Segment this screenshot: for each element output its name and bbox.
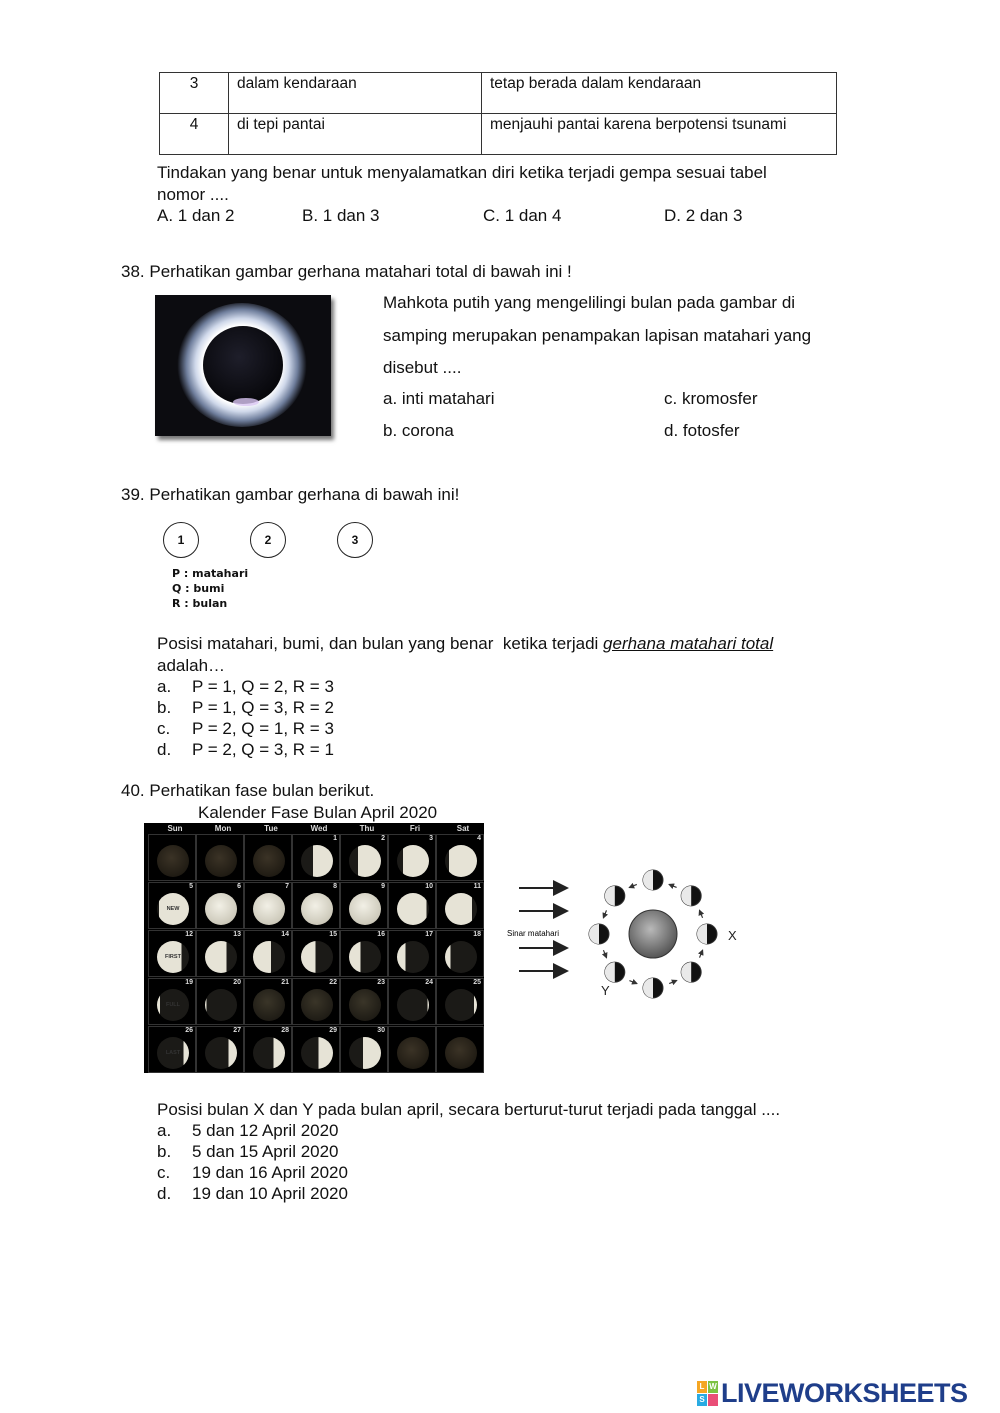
orbit-moon-icon — [589, 924, 609, 944]
row-place: dalam kendaraan — [229, 73, 482, 114]
day-number: 26 — [185, 1027, 193, 1034]
moon-phase-icon — [253, 941, 285, 973]
q39-option-c-letter: c. — [157, 719, 171, 738]
table-row — [160, 73, 837, 114]
moon-phase-icon — [349, 989, 381, 1021]
dark-moon-icon — [157, 845, 189, 877]
legend-q: Q : bumi — [172, 582, 225, 595]
logo-letter: W — [709, 1382, 717, 1391]
day-number: 10 — [425, 883, 433, 890]
q40-option-b[interactable]: 5 dan 15 April 2020 — [192, 1142, 339, 1161]
moon-phase-icon — [349, 941, 381, 973]
q38-line-2: samping merupakan penampakan lapisan matahari yang — [383, 326, 812, 345]
dark-moon-icon — [397, 1037, 429, 1069]
logo-letter: S — [697, 1394, 707, 1406]
moon-phase-icon — [205, 989, 237, 1021]
moon-phase-icon — [397, 845, 429, 877]
q38-option-b[interactable]: b. corona — [383, 421, 454, 440]
day-number: 18 — [473, 931, 481, 938]
phase-label: LAST — [165, 1050, 181, 1056]
orbit-direction-arrow — [629, 884, 636, 887]
moon-phase-icon — [349, 845, 381, 877]
orbit-moon-icon — [643, 978, 663, 998]
moon-phase-icon — [349, 893, 381, 925]
orbit-moon-icon — [681, 962, 701, 982]
day-header-wed: Wed — [310, 824, 328, 833]
moon-phase-icon — [301, 989, 333, 1021]
q38-line-3: disebut .... — [383, 358, 462, 377]
row-place: di tepi pantai — [229, 114, 482, 155]
orbit-direction-arrow — [603, 950, 606, 957]
calendar-day-27 — [196, 1026, 244, 1073]
phase-label: FIRST — [165, 954, 181, 960]
day-number: 23 — [377, 979, 385, 986]
brand-name — [721, 1378, 968, 1409]
moon-phase-icon — [301, 941, 333, 973]
day-number: 30 — [377, 1027, 385, 1034]
position-y-label: Y — [601, 983, 610, 998]
orbit-direction-arrow — [669, 981, 676, 984]
safety-table — [159, 72, 837, 155]
day-number: 27 — [233, 1027, 241, 1034]
liveworksheets-logo — [697, 1378, 968, 1409]
moon-phase-icon — [253, 989, 285, 1021]
calendar-day-12 — [148, 930, 196, 977]
logo-letter: L — [697, 1381, 707, 1393]
q39-text-emphasis: gerhana matahari total — [603, 634, 774, 653]
dark-moon-icon — [205, 845, 237, 877]
dark-moon-icon — [445, 1037, 477, 1069]
brand-part-1: LIVE — [721, 1378, 780, 1408]
q39-option-c[interactable]: P = 2, Q = 1, R = 3 — [192, 719, 334, 738]
q40-option-d[interactable]: 19 dan 10 April 2020 — [192, 1184, 348, 1203]
calendar-day-30 — [340, 1026, 388, 1073]
q39-heading: 39. Perhatikan gambar gerhana di bawah ini! — [121, 485, 460, 504]
legend-r: R : bulan — [172, 597, 228, 610]
calendar-day-7 — [244, 882, 292, 929]
moon-phase-icon — [445, 845, 477, 877]
orbit-moon-icon — [697, 924, 717, 944]
moon-phase-icon — [205, 1037, 237, 1069]
calendar-day-18 — [436, 930, 484, 977]
moon-phase-icon — [253, 1037, 285, 1069]
moon-orbit-diagram — [505, 860, 755, 1010]
q39-option-d-letter: d. — [157, 740, 172, 759]
calendar-day-9 — [340, 882, 388, 929]
orbit-direction-arrow — [603, 910, 606, 917]
q37-option-a[interactable]: A. 1 dan 2 — [157, 206, 235, 225]
q39-option-d[interactable]: P = 2, Q = 3, R = 1 — [192, 740, 334, 759]
orbit-direction-arrow — [669, 884, 676, 887]
day-number: 6 — [237, 883, 241, 890]
moon-phase-icon — [397, 941, 429, 973]
calendar-day-26 — [148, 1026, 196, 1073]
q40-option-c[interactable]: 19 dan 16 April 2020 — [192, 1163, 348, 1182]
calendar-empty-day — [436, 1026, 484, 1073]
solar-eclipse-photo — [155, 295, 331, 436]
moon-phase-icon — [445, 989, 477, 1021]
q37-option-d[interactable]: D. 2 dan 3 — [664, 206, 743, 225]
orbit-moon-icon — [605, 962, 625, 982]
day-number: 14 — [281, 931, 289, 938]
day-number: 9 — [381, 883, 385, 890]
orbit-moon-icon — [605, 886, 625, 906]
dark-moon-icon — [253, 845, 285, 877]
calendar-day-22 — [292, 978, 340, 1025]
orbit-direction-arrow — [700, 910, 703, 917]
sunlight-label: Sinar matahari — [507, 929, 560, 938]
q40-option-c-letter: c. — [157, 1163, 171, 1182]
day-number: 19 — [185, 979, 193, 986]
moon-phase-icon — [397, 893, 429, 925]
day-number: 16 — [377, 931, 385, 938]
q39-text-main: Posisi matahari, bumi, dan bulan yang benar ketika terjadi — [157, 634, 604, 653]
day-number: 8 — [333, 883, 337, 890]
day-number: 24 — [425, 979, 433, 986]
day-header-tue: Tue — [264, 824, 278, 833]
day-number: 4 — [477, 835, 481, 842]
q40-option-a-letter: a. — [157, 1121, 172, 1140]
moon-phase-icon — [397, 989, 429, 1021]
q38-heading: 38. Perhatikan gambar gerhana matahari total di bawah ini ! — [121, 262, 572, 281]
calendar-day-17 — [388, 930, 436, 977]
q40-text: Posisi bulan X dan Y pada bulan april, secara berturut-turut terjadi pada tanggal .... — [157, 1100, 781, 1119]
day-number: 5 — [189, 883, 193, 890]
calendar-day-28 — [244, 1026, 292, 1073]
day-number: 1 — [333, 835, 337, 842]
calendar-empty-day — [388, 1026, 436, 1073]
calendar-day-19 — [148, 978, 196, 1025]
q38-option-d[interactable]: d. fotosfer — [664, 421, 740, 440]
row-action: tetap berada dalam kendaraan — [482, 73, 837, 114]
position-circle-3: 3 — [337, 522, 373, 558]
table-row — [160, 114, 837, 155]
day-header-sat: Sat — [456, 824, 470, 833]
q39-text — [157, 633, 773, 654]
calendar-day-11 — [436, 882, 484, 929]
moon-phase-icon — [445, 893, 477, 925]
row-number: 4 — [160, 114, 229, 155]
calendar-day-3 — [388, 834, 436, 881]
q38-line-1: Mahkota putih yang mengelilingi bulan pada gambar di — [383, 293, 796, 312]
row-number: 3 — [160, 73, 229, 114]
position-x-label: X — [728, 928, 737, 943]
phase-label: FULL — [165, 1002, 181, 1008]
orbit-direction-arrow — [700, 950, 703, 957]
moon-phase-icon — [253, 893, 285, 925]
day-number: 21 — [281, 979, 289, 986]
day-number: 13 — [233, 931, 241, 938]
day-number: 22 — [329, 979, 337, 986]
legend-p: P : matahari — [172, 567, 249, 580]
moon-phase-icon — [205, 941, 237, 973]
q40-option-d-letter: d. — [157, 1184, 172, 1203]
day-number: 15 — [329, 931, 337, 938]
calendar-empty-day — [196, 834, 244, 881]
q37-option-c[interactable]: C. 1 dan 4 — [483, 206, 562, 225]
orbit-direction-arrow — [629, 981, 636, 984]
q37-text-2: nomor .... — [157, 185, 229, 204]
calendar-day-29 — [292, 1026, 340, 1073]
q39-option-a[interactable]: P = 1, Q = 2, R = 3 — [192, 677, 334, 696]
calendar-empty-day — [244, 834, 292, 881]
q37-option-b[interactable]: B. 1 dan 3 — [302, 206, 380, 225]
day-number: 20 — [233, 979, 241, 986]
calendar-day-2 — [340, 834, 388, 881]
day-number: 17 — [425, 931, 433, 938]
orbit-moon-icon — [643, 870, 663, 890]
moon-phase-calendar — [144, 823, 484, 1073]
calendar-day-5 — [148, 882, 196, 929]
day-number: 25 — [473, 979, 481, 986]
q39-option-b[interactable]: P = 1, Q = 3, R = 2 — [192, 698, 334, 717]
calendar-day-6 — [196, 882, 244, 929]
day-number: 7 — [285, 883, 289, 890]
calendar-day-13 — [196, 930, 244, 977]
calendar-day-4 — [436, 834, 484, 881]
calendar-day-1 — [292, 834, 340, 881]
day-number: 28 — [281, 1027, 289, 1034]
position-circle-1: 1 — [163, 522, 199, 558]
calendar-day-8 — [292, 882, 340, 929]
moon-phase-icon — [301, 845, 333, 877]
day-header-fri: Fri — [409, 824, 421, 833]
brand-part-2: WORKSHEETS — [779, 1378, 968, 1408]
calendar-day-16 — [340, 930, 388, 977]
calendar-empty-day — [148, 834, 196, 881]
moon-phase-icon — [301, 893, 333, 925]
q39-text-2: adalah… — [157, 656, 226, 675]
q39-option-b-letter: b. — [157, 698, 172, 717]
moon-phase-icon — [445, 941, 477, 973]
day-number: 11 — [473, 883, 481, 890]
day-header-sun: Sun — [167, 824, 183, 833]
day-number: 12 — [185, 931, 193, 938]
calendar-day-14 — [244, 930, 292, 977]
calendar-day-23 — [340, 978, 388, 1025]
day-number: 3 — [429, 835, 433, 842]
calendar-day-21 — [244, 978, 292, 1025]
q38-option-a[interactable]: a. inti matahari — [383, 389, 495, 408]
row-action: menjauhi pantai karena berpotensi tsunami — [482, 114, 837, 155]
q38-option-c[interactable]: c. kromosfer — [664, 389, 758, 408]
calendar-day-10 — [388, 882, 436, 929]
q37-text: Tindakan yang benar untuk menyalamatkan diri ketika terjadi gempa sesuai tabel — [157, 163, 767, 182]
q40-option-b-letter: b. — [157, 1142, 172, 1161]
calendar-day-24 — [388, 978, 436, 1025]
q39-option-a-letter: a. — [157, 677, 172, 696]
calendar-day-15 — [292, 930, 340, 977]
calendar-day-25 — [436, 978, 484, 1025]
q40-heading: 40. Perhatikan fase bulan berikut. — [121, 781, 375, 800]
orbit-moon-icon — [681, 886, 701, 906]
moon-phase-icon — [301, 1037, 333, 1069]
day-header-thu: Thu — [359, 824, 375, 833]
phase-label: NEW — [166, 906, 180, 912]
moon-phase-icon — [349, 1037, 381, 1069]
day-number: 2 — [381, 835, 385, 842]
logo-mark-icon — [697, 1381, 718, 1406]
day-number: 29 — [329, 1027, 337, 1034]
moon-phase-icon — [205, 893, 237, 925]
earth-icon — [629, 910, 677, 958]
q40-option-a[interactable]: 5 dan 12 April 2020 — [192, 1121, 339, 1140]
day-header-mon: Mon — [214, 824, 232, 833]
calendar-day-20 — [196, 978, 244, 1025]
position-circle-2: 2 — [250, 522, 286, 558]
calendar-title: Kalender Fase Bulan April 2020 — [198, 803, 438, 822]
